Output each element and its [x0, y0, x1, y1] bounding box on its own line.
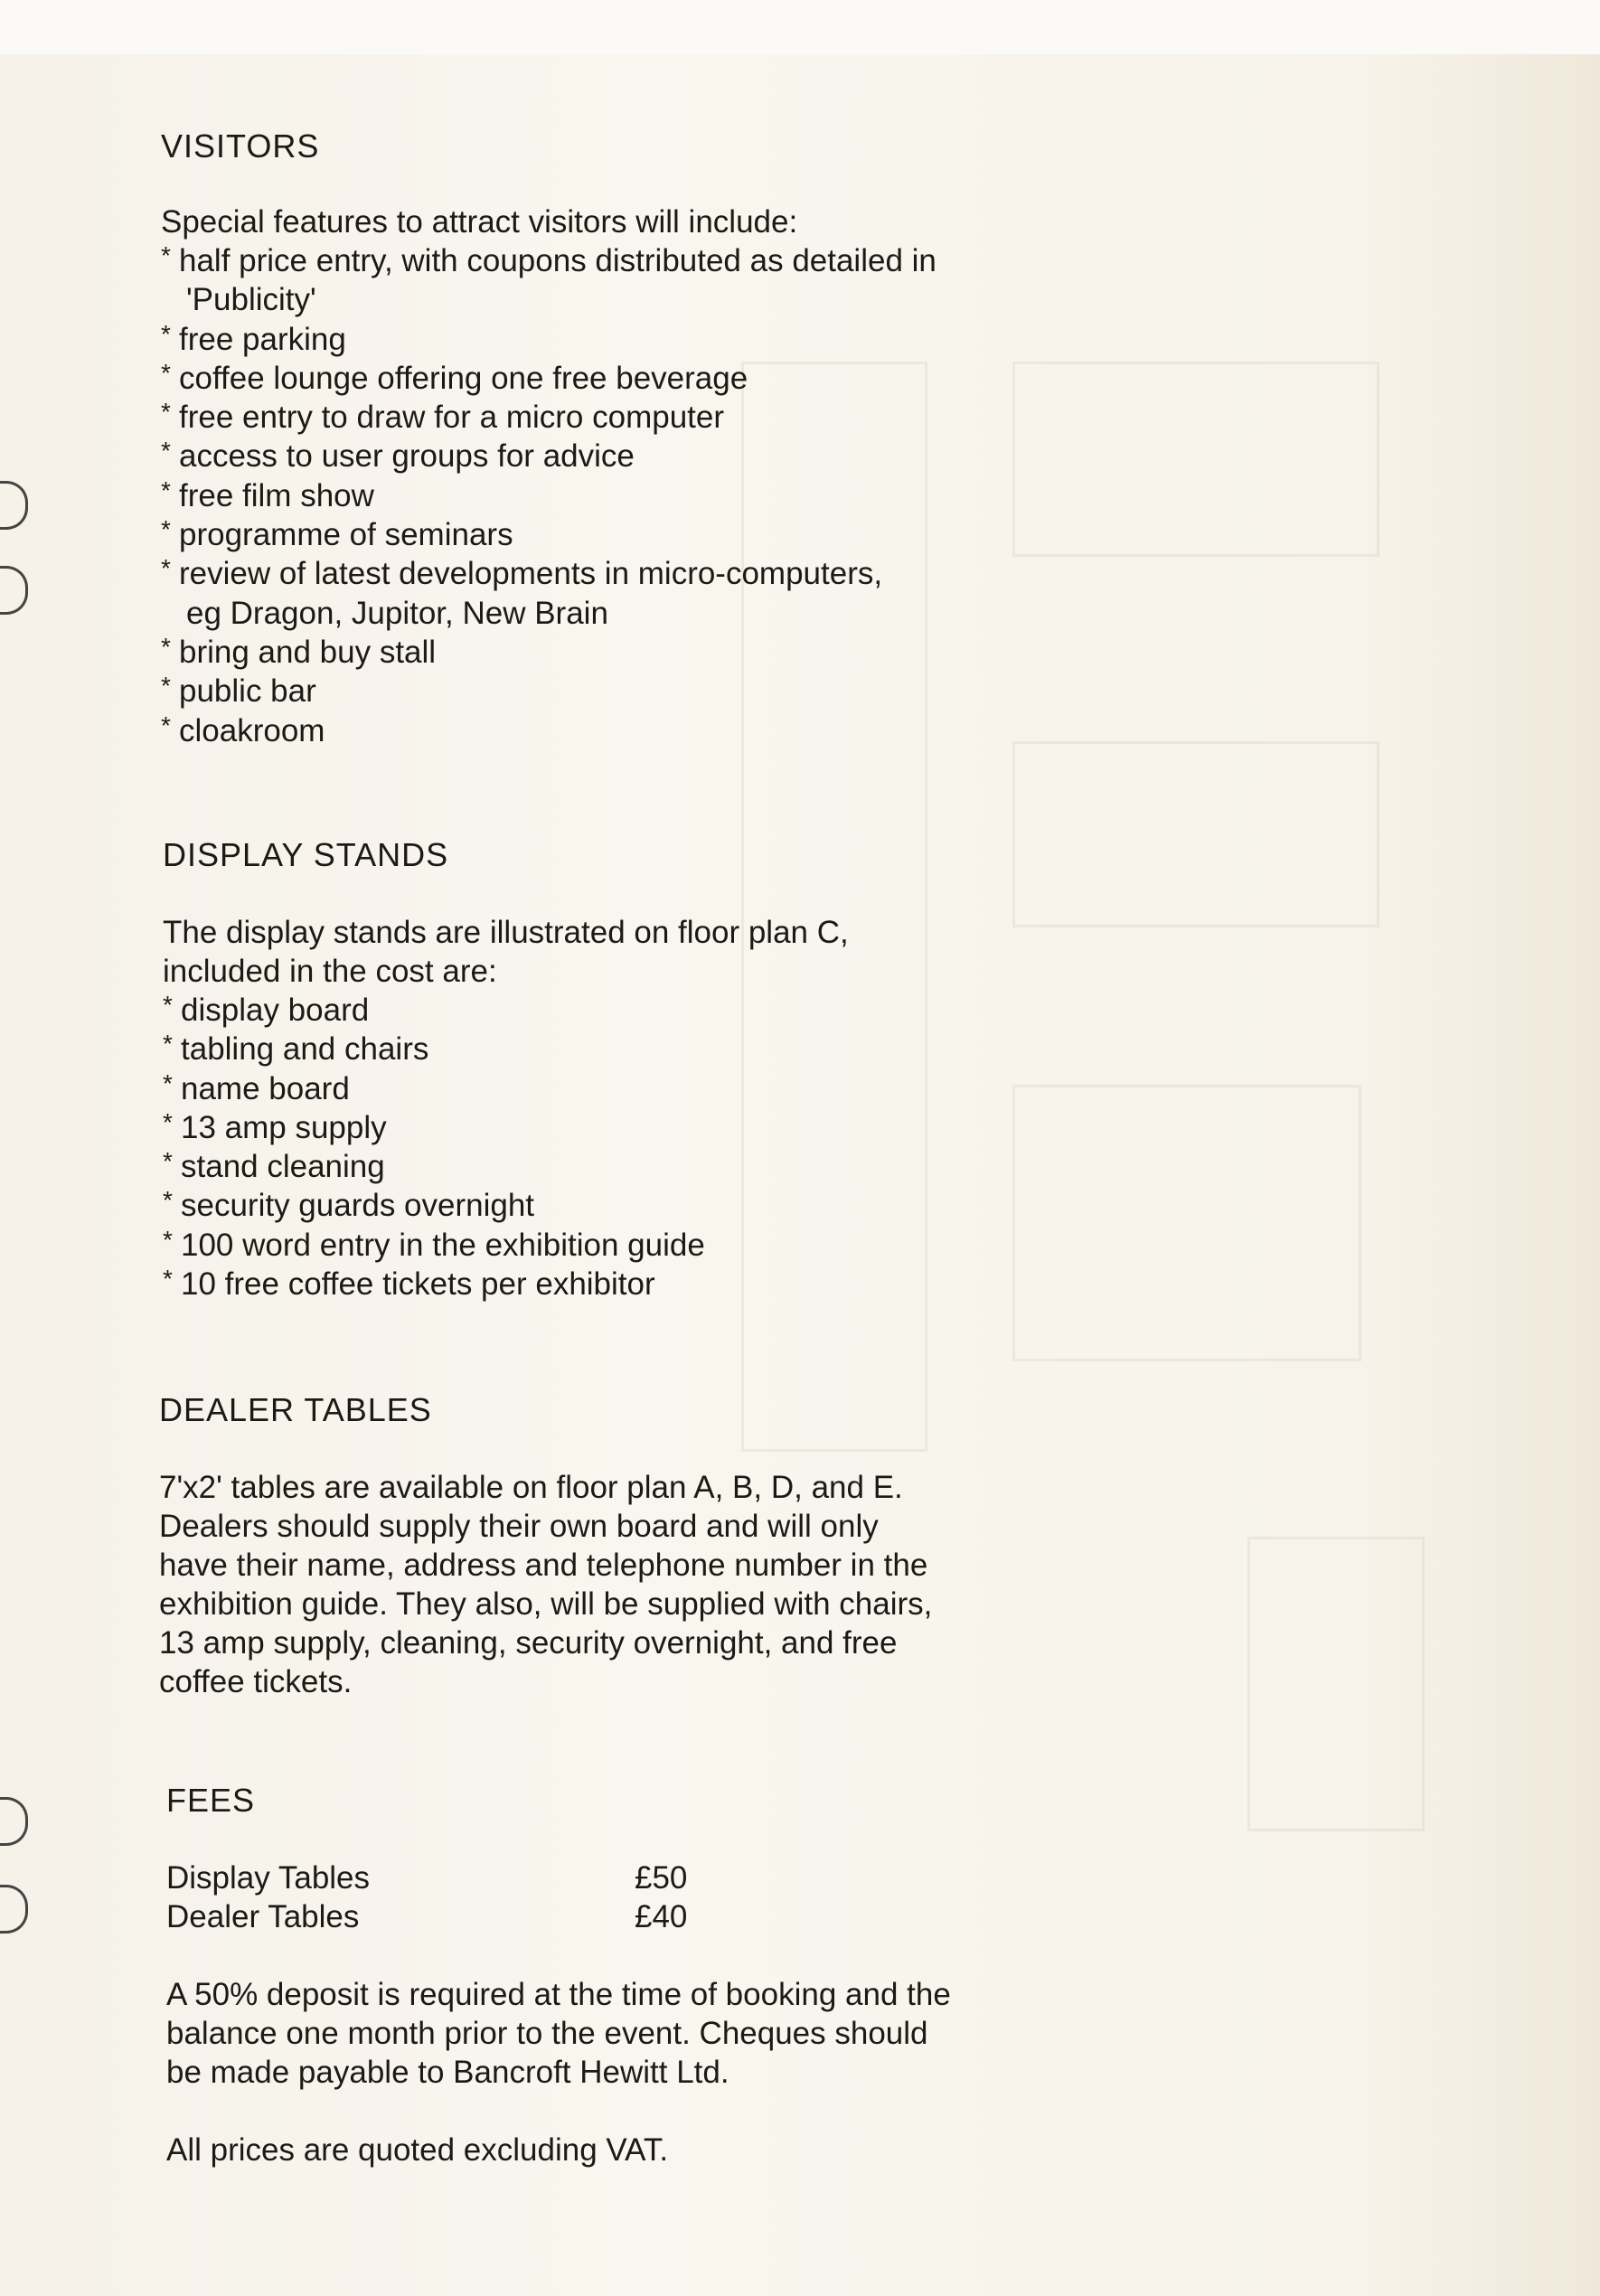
display-stands-list [163, 991, 849, 1303]
list-item: * name board [163, 1068, 350, 1106]
display-stands-intro-line: The display stands are illustrated on floor plan C, [163, 915, 849, 950]
display-stands-section [163, 835, 849, 1303]
deposit-line: A 50% deposit is required at the time of booking and the [166, 1977, 951, 2012]
list-item: * public bar [161, 672, 316, 710]
list-item: * display board [163, 991, 370, 1028]
visitors-heading: VISITORS [161, 127, 320, 165]
visitors-list [161, 241, 936, 750]
list-item: * free entry to draw for a micro computer [161, 398, 724, 436]
list-item: * bring and buy stall [161, 632, 437, 670]
dealer-tables-section [159, 1390, 932, 1701]
deposit-line: be made payable to Bancroft Hewitt Ltd. [166, 2055, 729, 2090]
list-item: * free parking [161, 319, 346, 357]
list-item: * review of latest developments in micro-computers, [161, 554, 883, 592]
list-item: * cloakroom [161, 710, 325, 748]
fee-price: £50 [635, 1860, 688, 1896]
fees-row-display-tables [166, 1858, 951, 1897]
showthrough-floorplan [1012, 741, 1379, 927]
binder-ring [0, 481, 28, 530]
showthrough-floorplan [1247, 1537, 1425, 1831]
vat-note: All prices are quoted excluding VAT. [166, 2132, 669, 2168]
binder-ring [0, 566, 28, 615]
list-item-continuation: eg Dragon, Jupitor, New Brain [186, 595, 608, 631]
list-item-continuation: 'Publicity' [186, 282, 316, 318]
display-stands-heading: DISPLAY STANDS [163, 836, 449, 873]
list-item: * security guards overnight [163, 1186, 535, 1224]
fee-price: £40 [635, 1899, 688, 1934]
dealer-tables-line: 13 amp supply, cleaning, security overnight, and free [159, 1625, 898, 1661]
dealer-tables-line: have their name, address and telephone number in the [159, 1548, 928, 1583]
page-top-margin [0, 0, 1600, 54]
dealer-tables-line: 7'x2' tables are available on floor plan A, B, D, and E. [159, 1470, 903, 1505]
list-item: * tabling and chairs [163, 1030, 429, 1068]
binder-ring [0, 1797, 28, 1846]
fees-row-dealer-tables [166, 1897, 951, 1936]
visitors-intro: Special features to attract visitors will include: [161, 204, 798, 240]
list-item: * free film show [161, 475, 374, 513]
display-stands-intro-line: included in the cost are: [163, 954, 497, 989]
list-item: * stand cleaning [163, 1147, 385, 1185]
deposit-line: balance one month prior to the event. Cheques should [166, 2016, 928, 2051]
fees-heading: FEES [166, 1782, 256, 1819]
fees-section [166, 1781, 951, 2169]
list-item: * coffee lounge offering one free beverage [161, 358, 748, 396]
list-item: * access to user groups for advice [161, 437, 635, 475]
showthrough-floorplan [1012, 362, 1379, 557]
showthrough-floorplan [1012, 1085, 1361, 1361]
dealer-tables-line: exhibition guide. They also, will be supplied with chairs, [159, 1586, 933, 1622]
binder-ring [0, 1885, 28, 1934]
dealer-tables-line: coffee tickets. [159, 1664, 353, 1699]
list-item: * 10 free coffee tickets per exhibitor [163, 1265, 655, 1303]
visitors-section [161, 127, 936, 750]
fee-label: Display Tables [166, 1860, 371, 1896]
dealer-tables-line: Dealers should supply their own board and will only [159, 1509, 879, 1544]
dealer-tables-heading: DEALER TABLES [159, 1391, 432, 1428]
list-item: * half price entry, with coupons distributed as detailed in [161, 241, 936, 278]
list-item: * programme of seminars [161, 515, 513, 553]
list-item: * 100 word entry in the exhibition guide [163, 1225, 705, 1263]
list-item: * 13 amp supply [163, 1107, 387, 1145]
fee-label: Dealer Tables [166, 1899, 360, 1934]
